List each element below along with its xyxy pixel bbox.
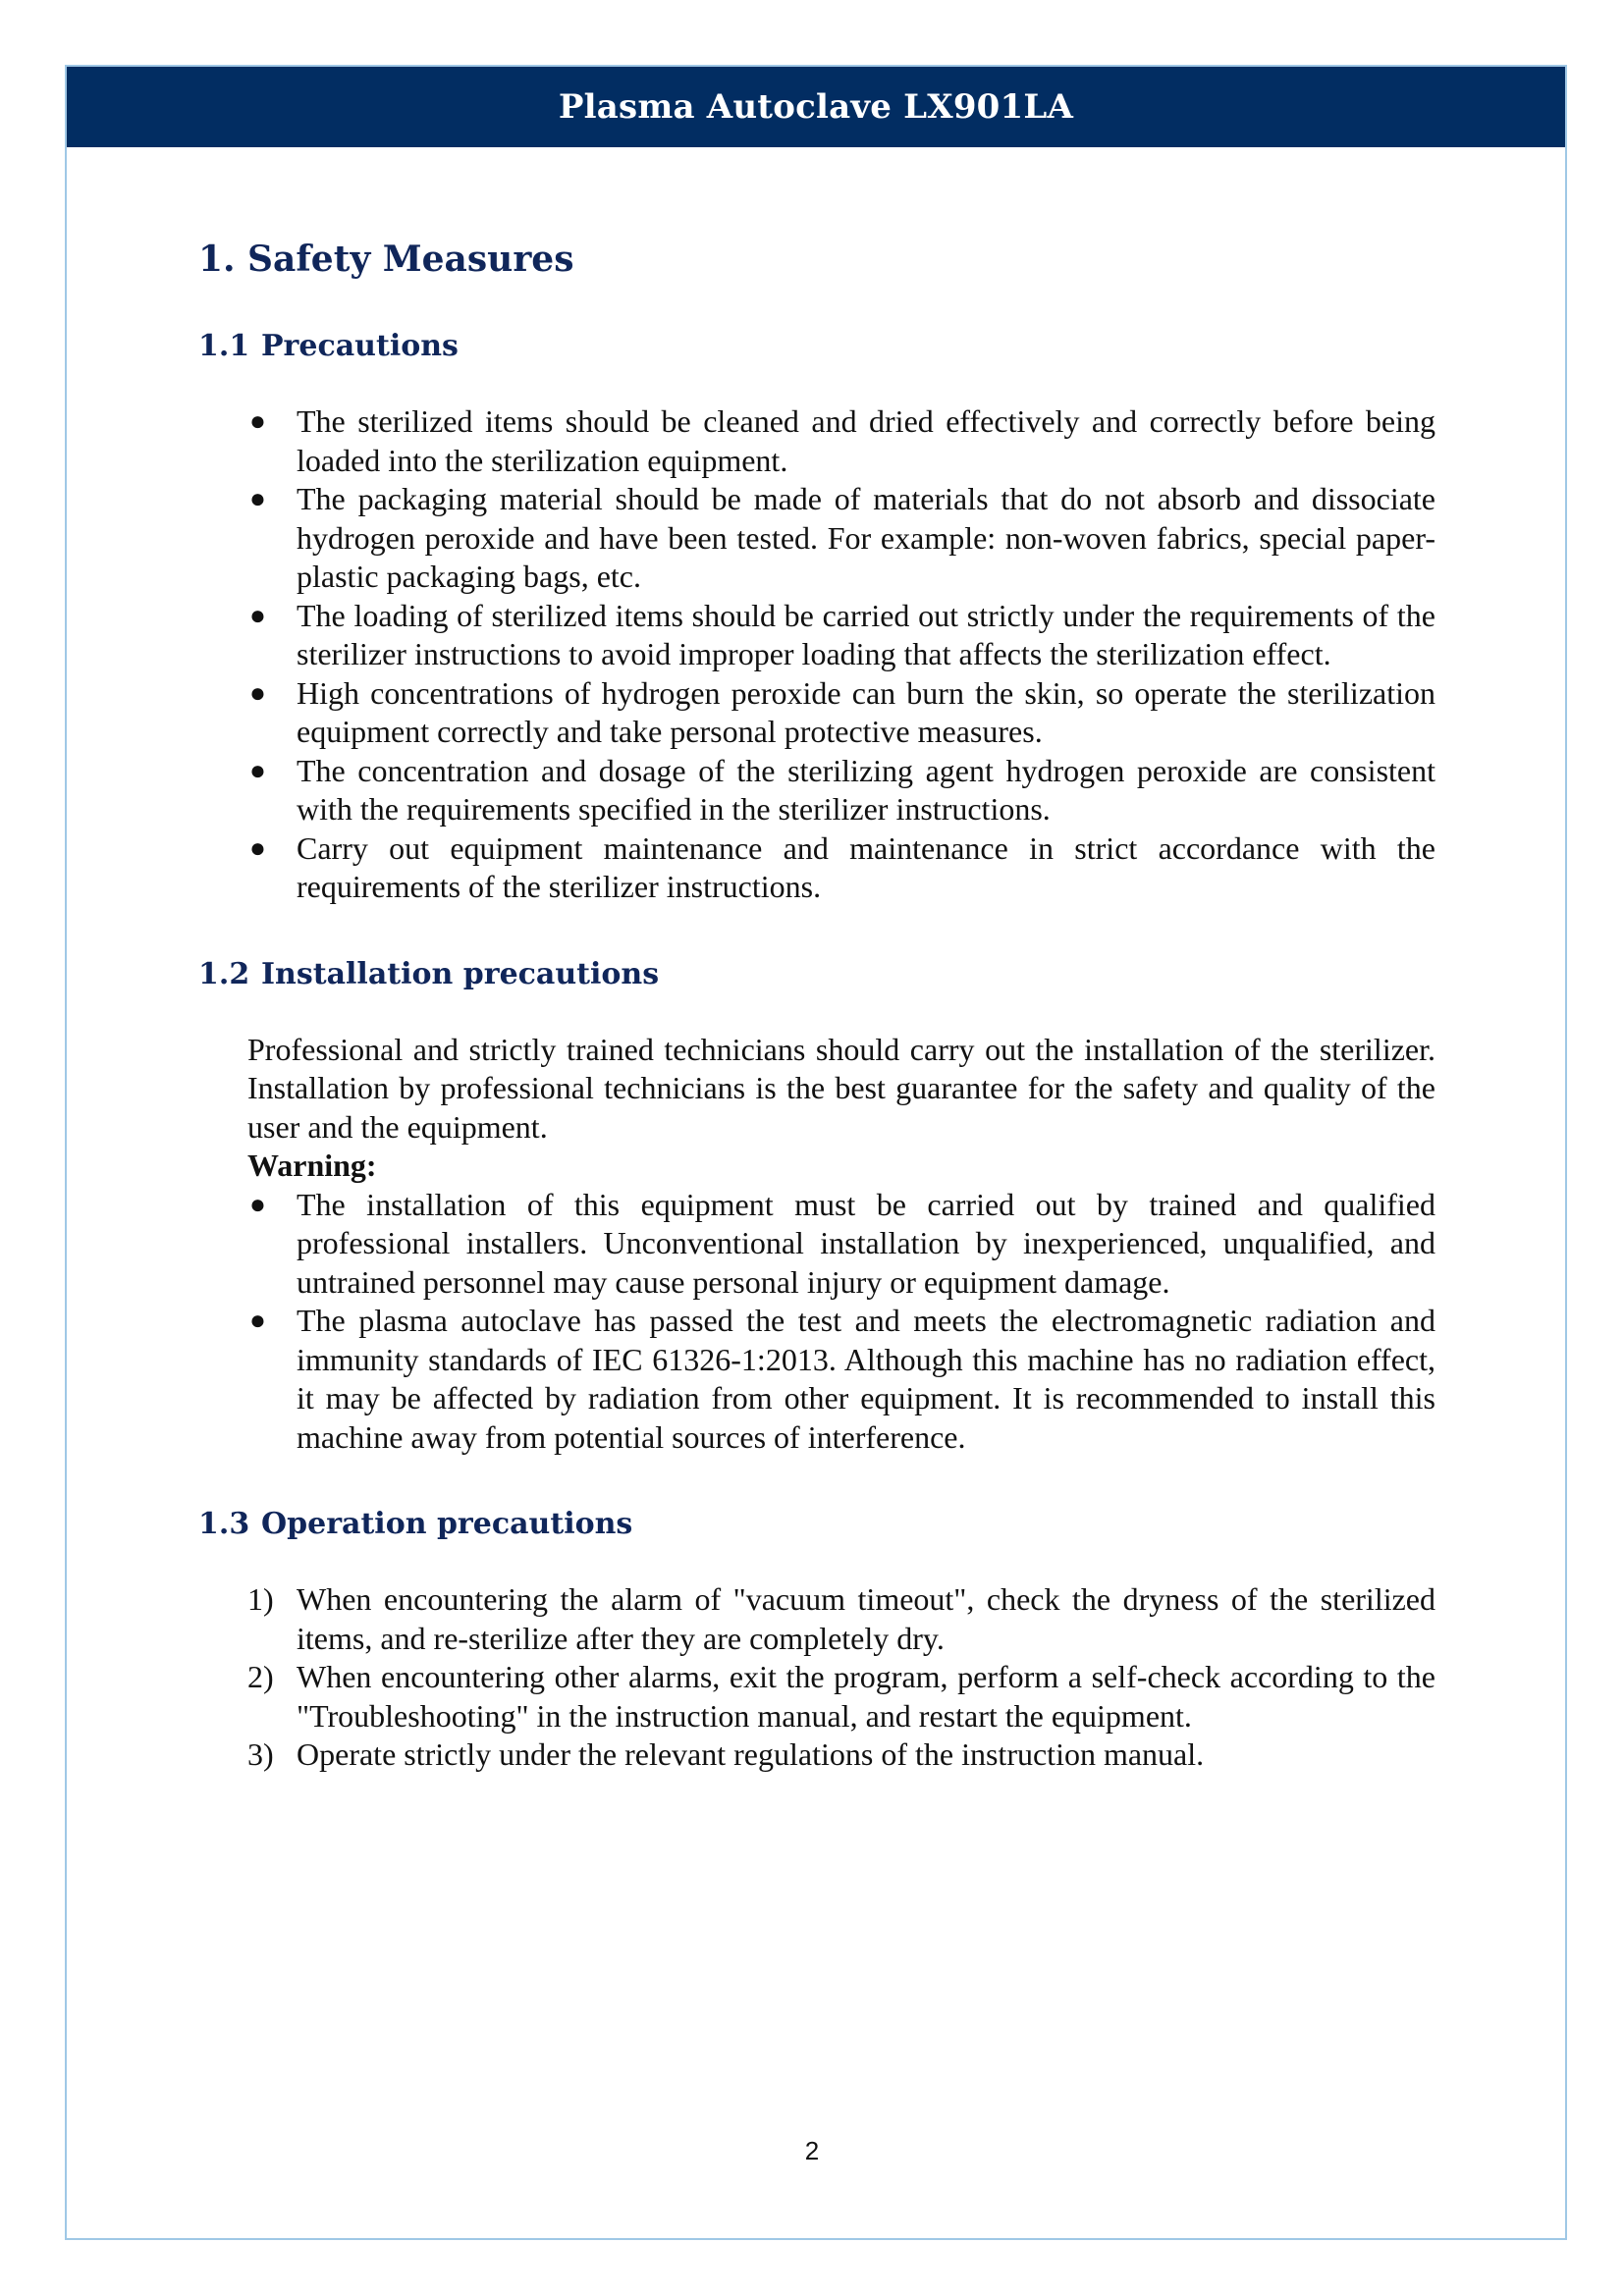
section-title: Safety Measures (247, 239, 574, 280)
bullet-icon: ● (249, 1306, 266, 1336)
document-title: Plasma Autoclave LX901LA (558, 87, 1074, 127)
list-item: ● The concentration and dosage of the sterilizing agent hydrogen peroxide are consistent with the requirements specified in the sterilizer instructions. (249, 752, 1435, 827)
list-marker: 3) (247, 1736, 274, 1772)
list-item: 1) When encountering the alarm of "vacuum timeout", check the dryness of the sterilized items, and re-sterilize after they are completely dry. (247, 1581, 1435, 1656)
list-item: ● The loading of sterilized items should be carried out strictly under the requirements of the sterilizer instructions to avoid improper loading that affects the sterilization effect. (249, 597, 1435, 671)
subsection-heading-installation (198, 952, 1435, 997)
list-item: ● The packaging material should be made of materials that do not absorb and dissociate hydrogen peroxide and have been tested. For example: non-woven fabrics, special paper-plastic packaging bags, etc. (249, 481, 1435, 594)
installation-paragraph: Professional and strictly trained technicians should carry out the installation of the sterilizer. Installation by professional technicians is the best guarantee for the safety and quality of the user and the equipment. (247, 1031, 1435, 1145)
bullet-icon: ● (249, 406, 266, 437)
list-item: ● The sterilized items should be cleaned and dried effectively and correctly before being loaded into the sterilization equipment. (249, 403, 1435, 478)
precautions-list (198, 402, 1435, 907)
subsection-title: Installation precautions (261, 956, 660, 991)
list-marker: 2) (247, 1659, 274, 1694)
installation-warning-list (198, 1186, 1435, 1458)
page-content (198, 232, 1435, 1775)
subsection-number: 1.1 (198, 329, 250, 363)
subsection-title: Precautions (261, 329, 459, 363)
list-item: ● The plasma autoclave has passed the test and meets the electromagnetic radiation and immunity standards of IEC 61326-1:2013. Although this machine has no radiation effect, it may be affected by radiation from other equipment. It is recommended to install this machine away from potential sources of interference. (249, 1303, 1435, 1455)
subsection-number: 1.2 (198, 956, 250, 991)
subsection-number: 1.3 (198, 1507, 250, 1541)
bullet-icon: ● (249, 484, 266, 514)
bullet-icon: ● (249, 600, 266, 631)
bullet-icon: ● (249, 832, 266, 864)
warning-label: Warning: (247, 1148, 377, 1183)
bullet-icon: ● (249, 755, 266, 786)
subsection-heading-operation (198, 1502, 1435, 1547)
section-number: 1. (198, 239, 236, 280)
header-bar (67, 67, 1565, 147)
subsection-title: Operation precautions (261, 1507, 633, 1541)
list-item: 3) Operate strictly under the relevant regulations of the instruction manual. (198, 1735, 1435, 1775)
list-marker: 1) (247, 1581, 274, 1617)
list-item: ● Carry out equipment maintenance and maintenance in strict accordance with the requirements of the sterilizer instructions. (249, 829, 1435, 904)
list-item: ● The installation of this equipment must be carried out by trained and qualified professional installers. Unconventional installation by inexperienced, unqualified, and untrained personnel may cause personal injury or equipment damage. (249, 1186, 1435, 1300)
subsection-heading-precautions (198, 324, 1435, 369)
bullet-icon: ● (249, 677, 266, 709)
list-item: ● High concentrations of hydrogen peroxide can burn the skin, so operate the sterilization equipment correctly and take personal protective measures. (249, 674, 1435, 749)
list-item: 2) When encountering other alarms, exit the program, perform a self-check according to the "Troubleshooting" in the instruction manual, and restart the equipment. (247, 1659, 1435, 1734)
page-number: 2 (804, 2136, 820, 2165)
operation-list (198, 1580, 1435, 1775)
section-heading-safety-measures (198, 232, 1435, 287)
bullet-icon: ● (249, 1189, 266, 1220)
